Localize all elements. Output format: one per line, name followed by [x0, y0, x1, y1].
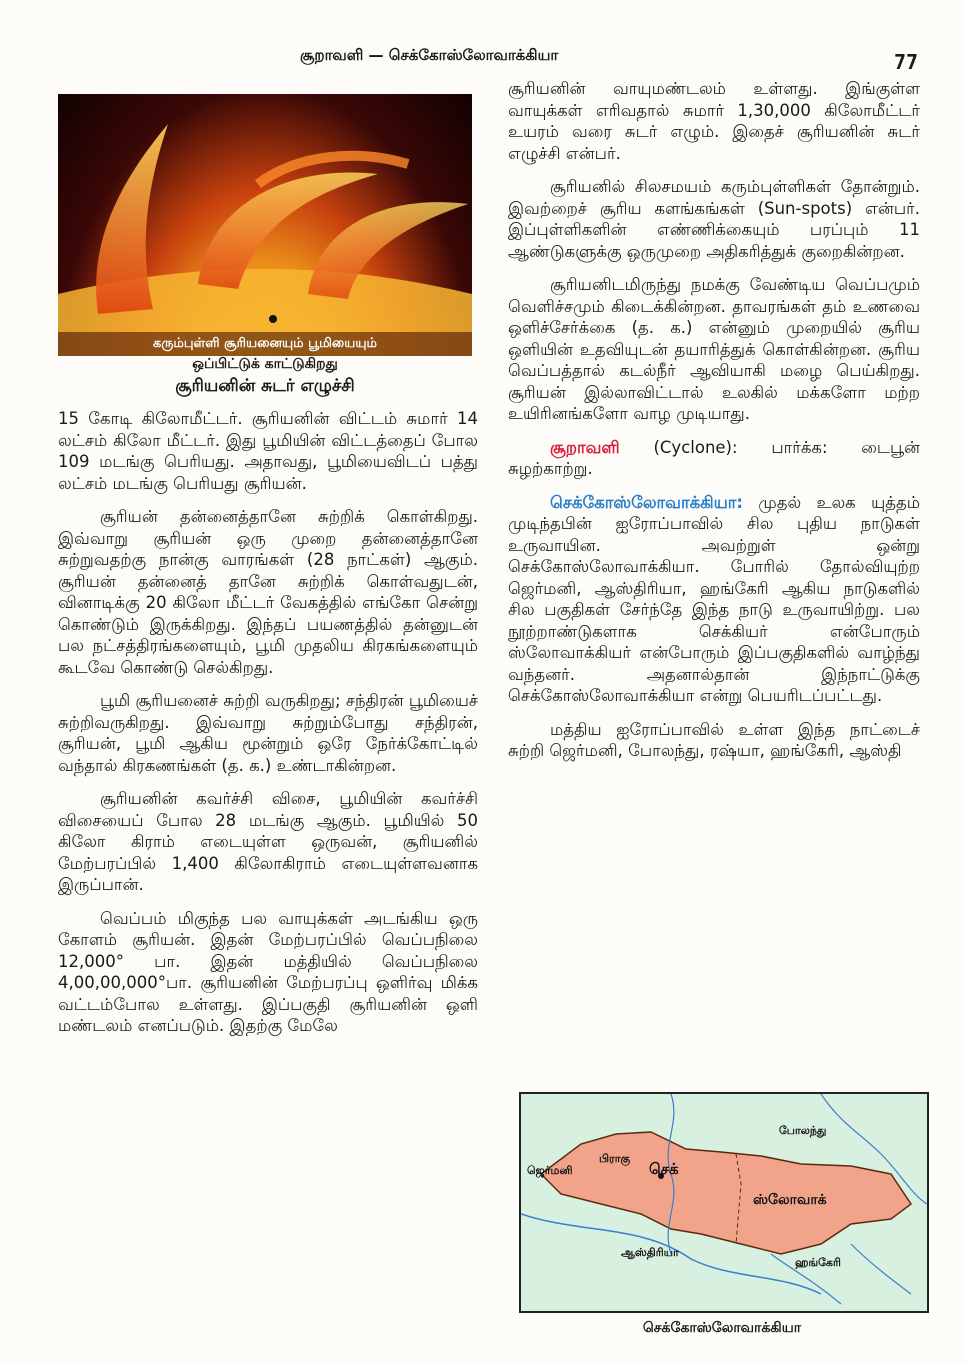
paragraph: சூரியனிடமிருந்து நமக்கு வேண்டிய வெப்பமும் வெளிச்சமும் கிடைக்கின்றன. தாவரங்கள் தம் உணவை ஒளிச்சேர்க்கை (த. க.) என்னும் முறையில் சூரிய ஒளியின் உதவியுடன் தயாரித்துக் கொள்கின்றன. சூரிய வெப்பத்தால் கடல்நீர் ஆவியாகி மழை பெய்கிறது. சூரியன் இல்லாவிட்டால் உலகில் மக்களோ மற்ற உயிரினங்களோ வாழ முடியாது. — [508, 275, 920, 423]
entry-body: முதல் உலக யுத்தம் முடிந்தபின் ஐரோப்பாவில் சில புதிய நாடுகள் உருவாயின. அவற்றுள் ஒன்று செக்கோஸ்லோவாக்கியா. போரில் தோல்வியுற்ற ஜெர்மனி, ஆஸ்திரியா, ஹங்கேரி ஆகிய நாடுகளில் சில பகுதிகள் சேர்ந்தே இந்த நாடு உருவாயிற்று. பல நூற்றாண்டுகளாக செக்கியர் என்போரும் ஸ்லோவாக்கியர் என்போரும் இப்பகுதிகளில் வாழ்ந்து வந்தனர். அதனால்தான் இந்நாட்டுக்கு செக்கோஸ்லோவாக்கியா என்று பெயரிடப்பட்டது. — [508, 492, 920, 705]
solar-prominence-photo — [58, 94, 472, 356]
paragraph: 15 கோடி கிலோமீட்டர். சூரியனின் விட்டம் சுமார் 14 லட்சம் கிலோ மீட்டர். இது பூமியின் விட்டத்தைப் போல 109 மடங்கு பெரியது. அதாவது, பூமியைவிடப் பத்து லட்சம் மடங்கு பெரியது சூரியன். — [58, 409, 478, 493]
paragraph: சூரியன் தன்னைத்தானே சுற்றிக் கொள்கிறது. இவ்வாறு சூரியன் ஒரு முறை தன்னைத்தானே சுற்றுவதற்கு நான்கு வாரங்கள் (28 நாட்கள்) ஆகும். சூரியன் தன்னைத் தானே சுற்றிக் கொள்வதுடன், வினாடிக்கு 20 கிலோ மீட்டர் வேகத்தில் எங்கோ சென்று கொண்டும் இருக்கிறது. இந்தப் பயணத்தில் தன்னுடன் பல நட்சத்திரங்களையும், பூமி முதலிய கிரகங்களையும் கூடவே கொண்டு செல்கிறது. — [58, 507, 478, 677]
label-austria: ஆஸ்திரியா — [621, 1246, 679, 1259]
solar-flare-illustration — [58, 94, 472, 356]
entry-term: சூறாவளி — [550, 437, 620, 457]
label-poland: போலந்து — [779, 1124, 827, 1137]
entry-czechoslovakia — [508, 492, 920, 707]
page-number: 77 — [894, 50, 919, 74]
right-column — [508, 78, 920, 774]
label-germany: ஜெர்மனி — [527, 1164, 573, 1177]
figure-title: சூரியனின் சுடர் எழுச்சி — [175, 376, 355, 396]
map-caption: செக்கோஸ்லோவாக்கியா — [642, 1320, 802, 1336]
label-czech: செக் — [649, 1160, 679, 1178]
label-prague: பிராகு — [599, 1152, 631, 1165]
entry-term: செக்கோஸ்லோவாக்கியா: — [550, 492, 744, 512]
running-header: சூறாவளி — செக்கோஸ்லோவாக்கியா — [300, 46, 559, 64]
photo-overlay-caption: கரும்புள்ளி சூரியனையும் பூமியையும் — [58, 332, 472, 356]
entry-cyclone — [508, 437, 920, 480]
country-outline — [541, 1132, 911, 1254]
paragraph: சூரியனில் சிலசமயம் கரும்புள்ளிகள் தோன்றும். இவற்றைச் சூரிய களங்கங்கள் (Sun-spots) என்பர். இப்புள்ளிகளின் எண்ணிக்கையும் பரப்பும் 11 ஆண்டுகளுக்கு ஒருமுறை அதிகரித்துக் குறைகின்றன. — [508, 177, 920, 261]
paragraph: சூரியனின் வாயுமண்டலம் உள்ளது. இங்குள்ள வாயுக்கள் எரிவதால் சுமார் 1,30,000 கிலோமீட்டர் உயரம் வரை சுடர் எழும். இதைச் சூரியனின் சுடர் எழுச்சி என்பர். — [508, 79, 920, 163]
label-slovak: ஸ்லோவாக் — [753, 1192, 827, 1208]
paragraph: மத்திய ஐரோப்பாவில் உள்ள இந்த நாட்டைச் சுற்றி ஜெர்மனி, போலந்து, ரஷ்யா, ஹங்கேரி, ஆஸ்தி — [508, 719, 920, 760]
figure-caption-line: ஒப்பிட்டுக் காட்டுகிறது — [192, 356, 338, 372]
paragraph: சூரியனின் கவர்ச்சி விசை, பூமியின் கவர்ச்சி விசையைப் போல 28 மடங்கு ஆகும். பூமியில் 50 கிலோ கிராம் எடையுள்ள ஒருவன், சூரியனில் மேற்பரப்பில் 1,400 கிலோகிராம் எடையுள்ளவனாக இருப்பான். — [58, 789, 478, 894]
paragraph: பூமி சூரியனைச் சுற்றி வருகிறது; சந்திரன் பூமியைச் சுற்றிவருகிறது. இவ்வாறு சுற்றும்போது சந்திரன், சூரியன், பூமி ஆகிய மூன்றும் ஒரே நேர்க்கோட்டில் வந்தால் கிரகணங்கள் (த. க.) உண்டாகின்றன. — [58, 691, 478, 775]
left-column — [58, 408, 478, 1049]
map-shapes — [521, 1094, 927, 1311]
czechoslovakia-map — [519, 1092, 929, 1313]
paragraph: வெப்பம் மிகுந்த பல வாயுக்கள் அடங்கிய ஒரு கோளம் சூரியன். இதன் மேற்பரப்பில் வெப்பநிலை 12,000° பா. இதன் மத்தியில் வெப்பநிலை 4,00,00,000°பா. சூரியனின் மேற்பரப்பு ஒளிர்வு மிக்க வட்டம்போல உள்ளது. இப்பகுதி சூரியனின் ஒளி மண்டலம் எனப்படும். இதற்கு மேலே — [58, 908, 478, 1035]
label-hungary: ஹங்கேரி — [795, 1256, 841, 1269]
entry-body: (Cyclone): பார்க்க: டைபூன் சுழற்காற்று. — [508, 437, 920, 478]
